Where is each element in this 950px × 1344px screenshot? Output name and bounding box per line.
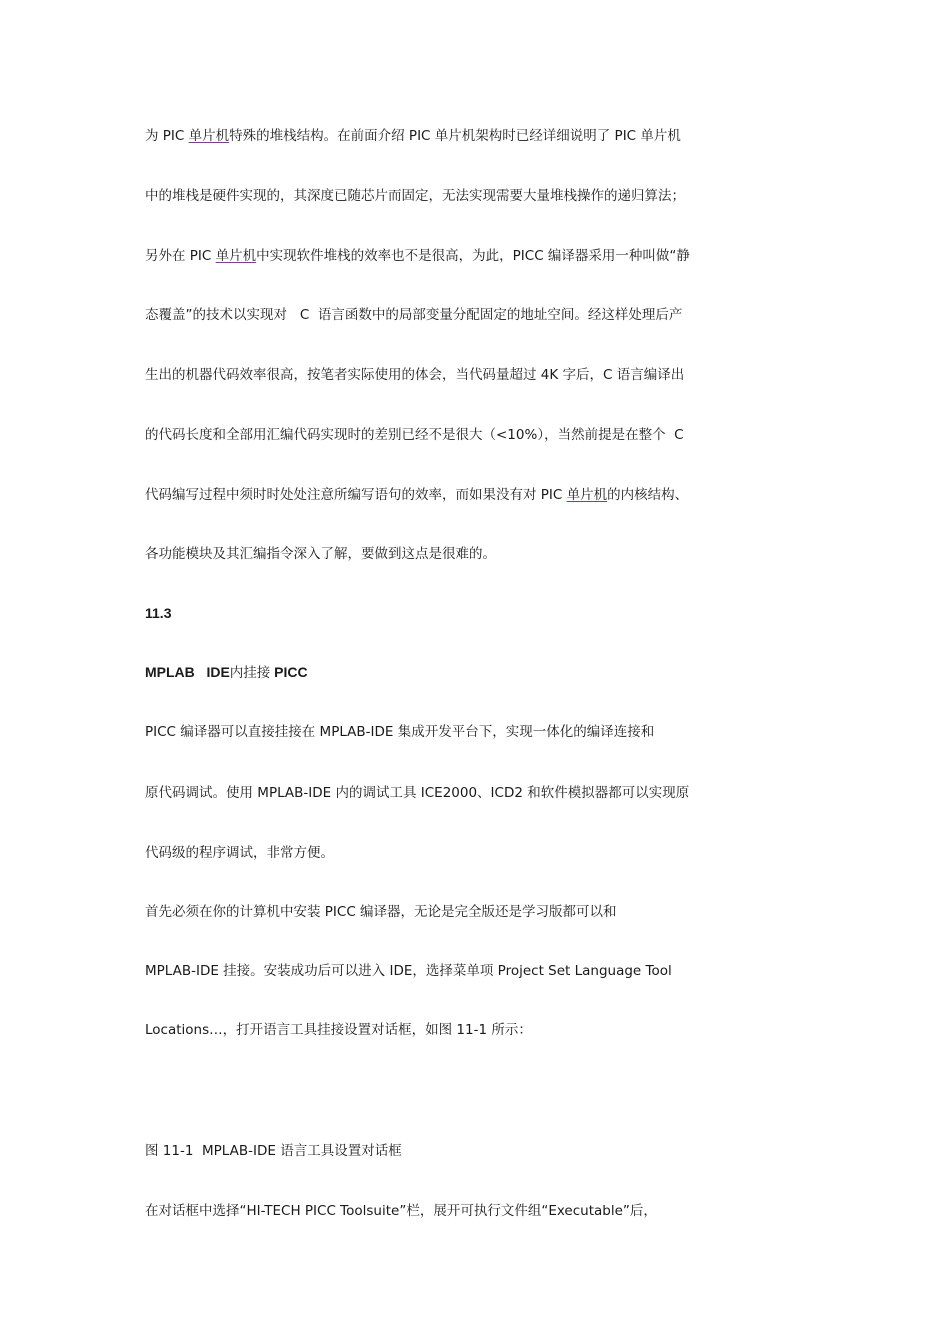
paragraph-1-line-1 — [145, 127, 745, 145]
section-title-part: 内挂接 — [229, 665, 271, 681]
paragraph-1-line-5: 生出的机器代码效率很高，按笔者实际使用的体会，当代码量超过 4K 字后，C 语言编译出 — [145, 367, 685, 383]
mcu-link[interactable]: 单片机 — [188, 128, 230, 144]
text-run: 态覆盖”的技术以实现对 C 语言函数中的局部变量分配固定的地址空间。经这样处理后产 — [145, 307, 683, 323]
section-title-part: PICC — [270, 664, 308, 680]
paragraph-3-line-2: MPLAB-IDE 挂接。安装成功后可以进入 IDE，选择菜单项 Project Set Language Tool — [145, 963, 672, 979]
figure-caption — [145, 1142, 745, 1160]
paragraph-1-line-4 — [145, 306, 745, 324]
paragraph-1-line-6 — [145, 426, 745, 444]
text-run: 的代码长度和全部用汇编代码实现时的差别已经不是很大（<10%），当然前提是在整个 C — [145, 427, 684, 443]
text-run: 另外在 PIC — [145, 248, 216, 264]
text-run: 中实现软件堆栈的效率也不是很高，为此，PICC 编译器采用一种叫做“静 — [256, 248, 690, 264]
paragraph-2-line-2: 原代码调试。使用 MPLAB-IDE 内的调试工具 ICE2000、ICD2 和软件模拟器都可以实现原 — [145, 785, 690, 801]
text-run: 的内核结构、 — [607, 487, 689, 503]
mcu-link[interactable]: 单片机 — [566, 487, 608, 503]
section-title-part: MPLAB IDE — [145, 664, 230, 680]
paragraph-2-line-3: 代码级的程序调试，非常方便。 — [145, 845, 334, 861]
text-run: 为 PIC — [145, 128, 189, 144]
paragraph-1-line-8: 各功能模块及其汇编指令深入了解，要做到这点是很难的。 — [145, 546, 496, 562]
paragraph-2-line-1: PICC 编译器可以直接挂接在 MPLAB-IDE 集成开发平台下，实现一体化的编译连接和 — [145, 724, 655, 740]
text-run: 代码编写过程中须时时处处注意所编写语句的效率，而如果没有对 PIC — [145, 487, 567, 503]
section-number: 11.3 — [145, 605, 172, 621]
text-run: 图 11-1 MPLAB-IDE 语言工具设置对话框 — [145, 1143, 402, 1159]
section-title — [145, 663, 745, 682]
paragraph-3-line-1: 首先必须在你的计算机中安装 PICC 编译器，无论是完全版还是学习版都可以和 — [145, 904, 617, 920]
mcu-link[interactable]: 单片机 — [215, 248, 257, 264]
paragraph-1-line-7 — [145, 486, 745, 504]
paragraph-3-line-3: Locations…，打开语言工具挂接设置对话框，如图 11-1 所示： — [145, 1022, 532, 1038]
paragraph-4-line-1: 在对话框中选择“HI-TECH PICC Toolsuite”栏，展开可执行文件组“Executable”后， — [145, 1203, 657, 1219]
text-run: 特殊的堆栈结构。在前面介绍 PIC 单片机架构时已经详细说明了 PIC 单片机 — [229, 128, 681, 144]
paragraph-1-line-3 — [145, 247, 745, 265]
paragraph-1-line-2: 中的堆栈是硬件实现的，其深度已随芯片而固定，无法实现需要大量堆栈操作的递归算法； — [145, 188, 685, 204]
